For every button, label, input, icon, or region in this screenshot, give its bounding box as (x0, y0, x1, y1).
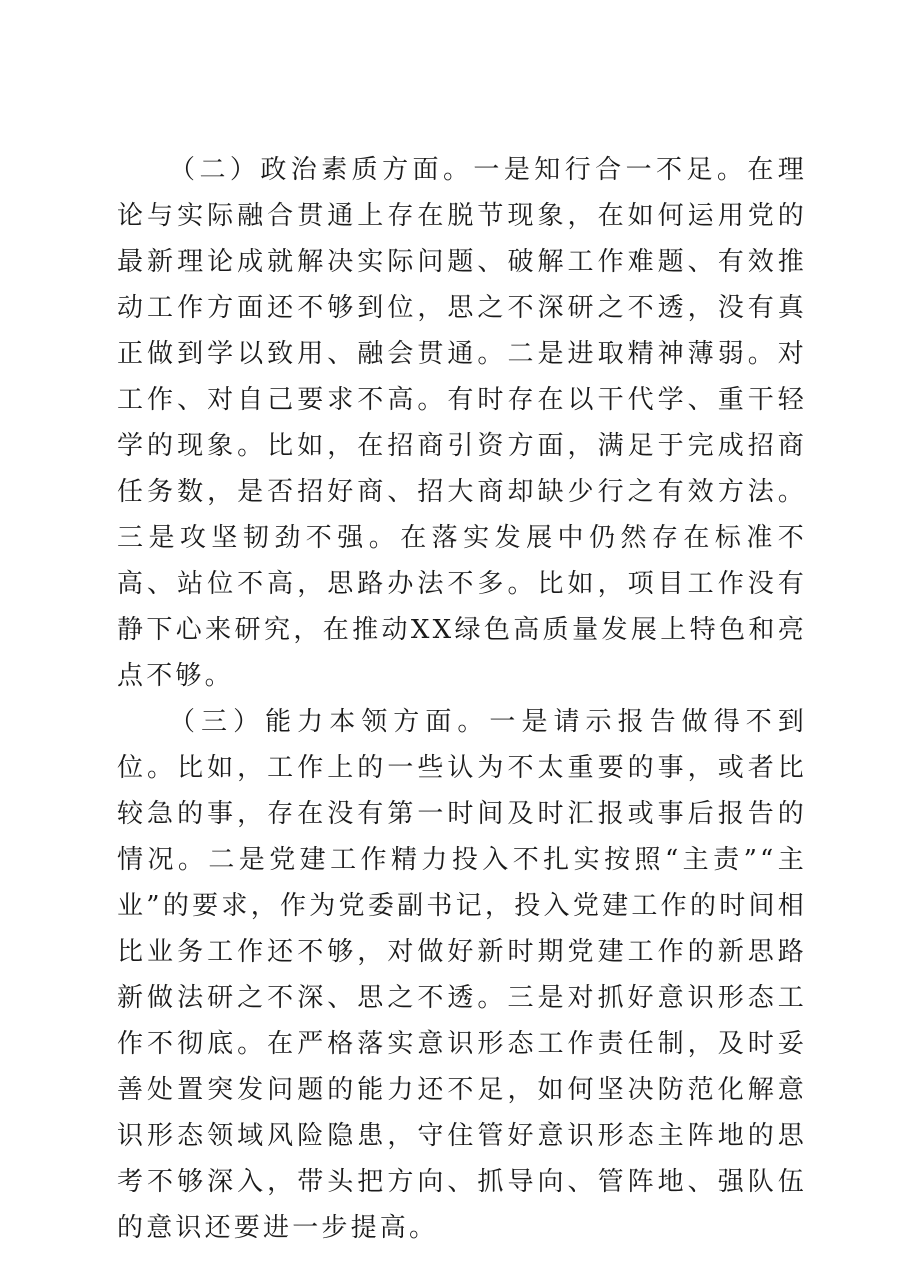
document-body (117, 147, 807, 1251)
paragraph-capability: （三）能力本领方面。一是请示报告做得不到位。比如，工作上的一些认为不太重要的事，或者比较急的事，存在没有第一时间及时汇报或事后报告的情况。二是党建工作精力投入不扎实按照“主责”“主业”的要求，作为党委副书记，投入党建工作的时间相比业务工作还不够，对做好新时期党建工作的新思路新做法研之不深、思之不透。三是对抓好意识形态工作不彻底。在严格落实意识形态工作责任制，及时妥善处置突发问题的能力还不足，如何坚决防范化解意识形态领域风险隐患，守住管好意识形态主阵地的思考不够深入，带头把方向、抓导向、管阵地、强队伍的意识还要进一步提高。 (117, 707, 807, 1243)
paragraph-political-quality: （二）政治素质方面。一是知行合一不足。在理论与实际融合贯通上存在脱节现象，在如何运用党的最新理论成就解决实际问题、破解工作难题、有效推动工作方面还不够到位，思之不深研之不透，没有真正做到学以致用、融会贯通。二是进取精神薄弱。对工作、对自己要求不高。有时存在以干代学、重干轻学的现象。比如，在招商引资方面，满足于完成招商任务数，是否招好商、招大商却缺少行之有效方法。三是攻坚韧劲不强。在落实发展中仍然存在标准不高、站位不高，思路办法不多。比如，项目工作没有静下心来研究，在推动XX绿色高质量发展上特色和亮点不够。 (117, 155, 807, 691)
